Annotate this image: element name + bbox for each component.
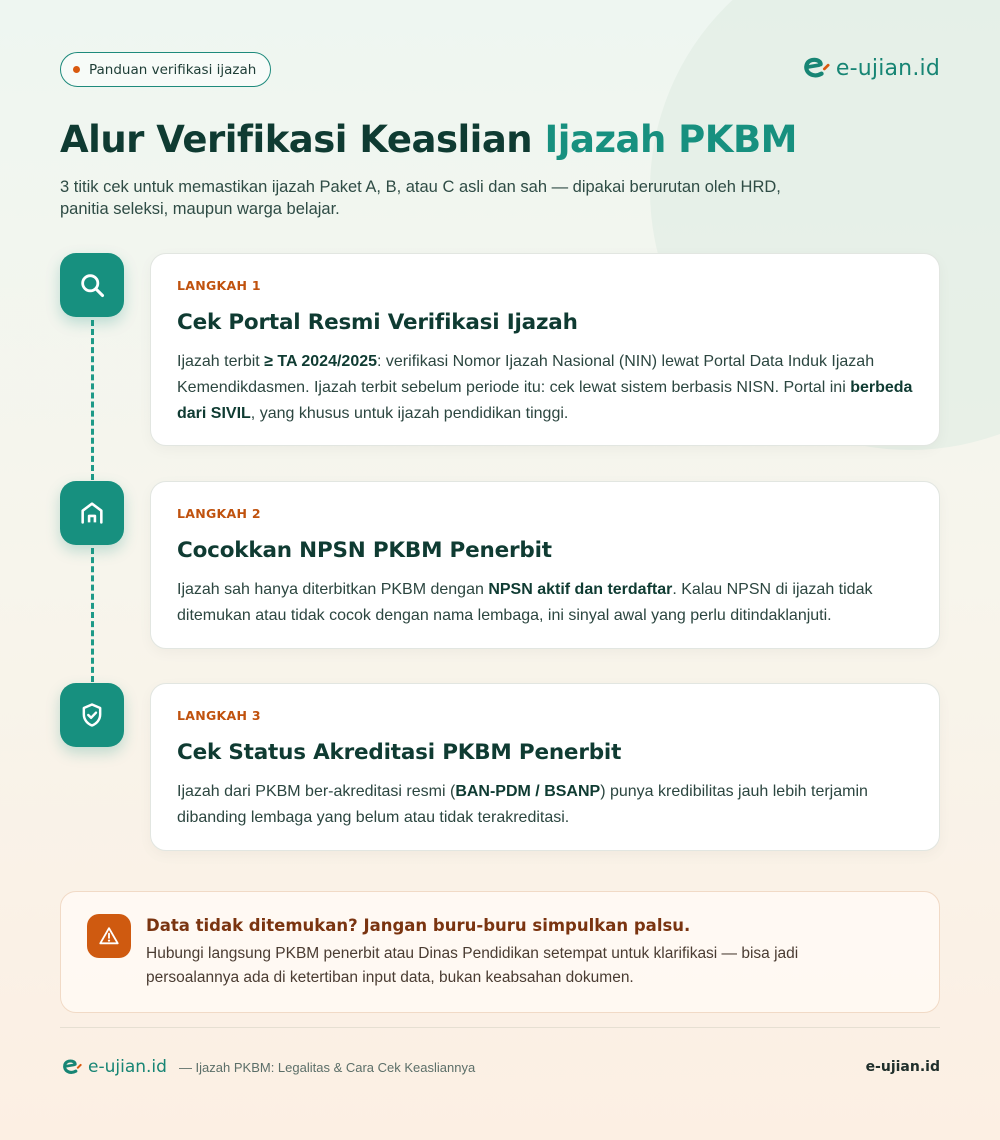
building-icon — [78, 499, 106, 527]
footer-reference: — Ijazah PKBM: Legalitas & Cara Cek Keasliannya — [178, 1059, 476, 1075]
search-icon — [78, 271, 106, 299]
footer-site-link[interactable]: e-ujian.id — [865, 1059, 940, 1075]
step-title: Cek Status Akreditasi PKBM Penerbit — [177, 740, 622, 765]
guide-pill — [60, 52, 271, 87]
page-subtitle: 3 titik cek untuk memastikan ijazah Paket A, B, atau C asli dan sah — dipakai berurutan oleh HRD, panitia seleksi, maupun warga belajar. — [60, 178, 781, 218]
step-card-2 — [150, 481, 940, 649]
step-title: Cek Portal Resmi Verifikasi Ijazah — [177, 310, 578, 335]
shield-check-icon — [78, 701, 106, 729]
page-title — [60, 118, 797, 161]
notice-title: Data tidak ditemukan? Jangan buru-buru simpulkan palsu. — [146, 916, 691, 935]
footer-logo-text: e-ujian.id — [88, 1057, 167, 1077]
step-1-badge — [60, 253, 124, 317]
title-main: Alur Verifikasi Keaslian — [60, 118, 545, 161]
step-description: Ijazah sah hanya diterbitkan PKBM dengan NPSN aktif dan terdaftar. Kalau NPSN di ijazah tidak ditemukan atau tidak cocok dengan nama lembaga, ini sinyal awal yang perlu ditindaklanjuti. — [177, 581, 873, 624]
e-pencil-logo-icon — [60, 1056, 82, 1078]
step-3-badge — [60, 683, 124, 747]
emphasis-text: BAN-PDM / BSANP — [455, 783, 601, 800]
step-title: Cocokkan NPSN PKBM Penerbit — [177, 538, 552, 563]
footer-divider — [60, 1027, 940, 1028]
step-label: LANGKAH 2 — [177, 506, 261, 521]
timeline-connector — [91, 548, 94, 682]
brand-logo[interactable] — [800, 52, 940, 84]
step-card-1 — [150, 253, 940, 446]
step-description: Ijazah terbit ≥ TA 2024/2025: verifikasi Nomor Ijazah Nasional (NIN) lewat Portal Data Induk Ijazah Kemendikdasmen. Ijazah terbit sebelum periode itu: cek lewat sistem berbasis NISN. Portal ini berbeda dari SIVIL, yang khusus untuk ijazah pendidikan tinggi. — [177, 353, 913, 422]
step-description: Ijazah dari PKBM ber-akreditasi resmi (BAN-PDM / BSANP) punya kredibilitas jauh lebih terjamin dibanding lembaga yang belum atau tidak terakreditasi. — [177, 783, 868, 826]
footer-brand — [60, 1056, 475, 1078]
notice-body: Hubungi langsung PKBM penerbit atau Dinas Pendidikan setempat untuk klarifikasi — bisa jadi persoalannya ada di ketertiban input data, bukan keabsahan dokumen. — [146, 945, 799, 986]
pill-dot — [73, 66, 80, 73]
logo-text: e-ujian.id — [835, 55, 940, 81]
notice-box — [60, 891, 940, 1013]
step-card-3 — [150, 683, 940, 851]
step-label: LANGKAH 1 — [177, 278, 261, 293]
emphasis-text: ≥ TA 2024/2025 — [264, 353, 378, 370]
emphasis-text: NPSN aktif dan terdaftar — [488, 581, 673, 598]
warning-icon — [98, 925, 120, 947]
step-label: LANGKAH 3 — [177, 708, 261, 723]
warning-badge — [87, 914, 131, 958]
timeline-connector — [91, 320, 94, 480]
title-accent: Ijazah PKBM — [544, 118, 797, 161]
top-bar — [60, 52, 940, 88]
emphasis-text: berbeda dari SIVIL — [177, 379, 913, 422]
pill-label: Panduan verifikasi ijazah — [89, 61, 257, 78]
e-pencil-logo-icon — [800, 53, 830, 83]
step-2-badge — [60, 481, 124, 545]
